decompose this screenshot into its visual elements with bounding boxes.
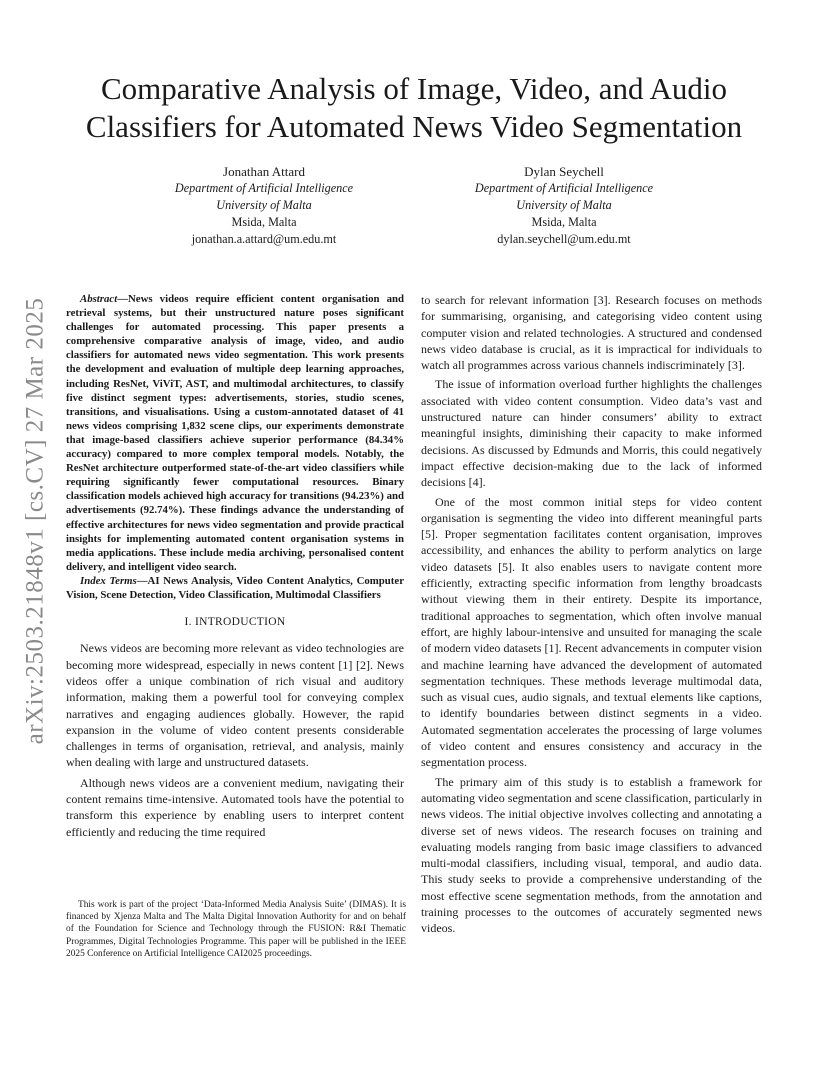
author-block-1 xyxy=(114,163,414,248)
intro-paragraph: Although news videos are a convenient medium, navigating their content remains time-intensive. Automated tools have the potential to transform this experience by enabling users to interpret content efficiently and reducing the time required xyxy=(66,775,404,839)
left-column xyxy=(66,292,404,844)
index-terms-label: Index Terms xyxy=(80,574,137,587)
body-paragraph: One of the most common initial steps for video content organisation is segmenting the video into different meaningful parts [5]. Proper segmentation facilitates content organisation, improves accessibility, and enhances the ability to perform analytics on large video datasets [5]. It also enables users to navigate content more efficiently, extracting specific information from lengthy broadcasts without viewing them in their entirety. Despite its importance, traditional approaches to segmentation, which often involve manual effort, are highly labour-intensive and unsuited for managing the scale of modern video datasets [1]. Recent advancements in computer vision and machine learning have advanced the development of automated segmentation techniques. These methods leverage multimodal data, such as visual cues, audio signals, and textual elements like captions, to identify boundaries between distinct segments in a video. Automated segmentation accelerates the processing of large volumes of video content and ensures consistency and accuracy in the segmentation process. xyxy=(421,494,762,770)
author-university: University of Malta xyxy=(216,198,312,212)
author-location: Msida, Malta xyxy=(231,215,297,229)
arxiv-identifier-stamp xyxy=(14,283,56,759)
author-department: Department of Artificial Intelligence xyxy=(474,181,654,195)
abstract-body: —News videos require efficient content organisation and retrieval systems, but their unstructured nature poses significant challenges for automated processing. This paper presents a comprehensive comparative analysis of image, video, and audio classifiers for automated news video segmentation. This work presents the development and evaluation of multiple deep learning approaches, including ResNet, ViViT, AST, and multimodal architectures, to classify five distinct segment types: advertisements, stories, studio scenes, transitions, and visualisations. Using a custom-annotated dataset of 41 news videos comprising 1,832 scene clips, our experiments demonstrate that image-based classifiers achieve superior performance (84.34% accuracy) compared to more complex temporal models. Notably, the ResNet architecture outperformed state-of-the-art video classifiers while requiring significantly fewer computational resources. Binary classification models achieved high accuracy for transitions (94.23%) and advertisements (92.74%). These findings advance the understanding of effective architectures for news video segmentation and provide practical insights for implementing automated content organisation systems in media applications. These include media archiving, personalised content delivery, and intelligent video search. xyxy=(66,293,404,573)
intro-paragraph: News videos are becoming more relevant as video technologies are becoming more widespread, especially in news content [1] [2]. News videos offer a unique combination of rich visual and auditory information, making them a powerful tool for conveying complex narratives and engaging audiences globally. However, the rapid expansion in the volume of video content presents considerable challenges in terms of organisation, retrieval, and analysis, mainly when dealing with large and unstructured datasets. xyxy=(66,641,404,770)
author-name: Jonathan Attard xyxy=(223,164,305,179)
body-paragraph: to search for relevant information [3]. Research focuses on methods for summarising, organising, and categorising video content using computer vision and related technologies. A structured and condensed news video database is crucial, as it is impractical for individuals to watch all programmes across various channels indiscriminately [3]. xyxy=(421,293,762,373)
author-email: jonathan.a.attard@um.edu.mt xyxy=(191,232,337,246)
author-email: dylan.seychell@um.edu.mt xyxy=(497,232,631,246)
author-name: Dylan Seychell xyxy=(524,164,604,179)
funding-footnote: This work is part of the project ‘Data-Informed Media Analysis Suite’ (DIMAS). It is financed by Xjenza Malta and The Malta Digital Innovation Authority for and on behalf of the Foundation for Science and Technology through the FUSION: R&I Thematic Programmes, Digital Technologies Programme. This paper will be published in the IEEE 2025 Conference on Artificial Intelligence CAI2025 proceedings. xyxy=(66,900,406,959)
index-terms-body: —AI News Analysis, Video Content Analytics, Computer Vision, Scene Detection, Video Classification, Multimodal Classifiers xyxy=(66,574,404,601)
abstract xyxy=(66,292,404,574)
abstract-label: Abstract xyxy=(80,293,118,305)
author-location: Msida, Malta xyxy=(531,215,597,229)
paper-title: Comparative Analysis of Image, Video, and Audio Classifiers for Automated News Video Segmentation xyxy=(85,71,743,144)
author-block-2 xyxy=(414,163,714,248)
arxiv-identifier-text: arXiv:2503.21848v1 [cs.CV] 27 Mar 2025 xyxy=(21,297,49,745)
section-heading-introduction: I. INTRODUCTION xyxy=(184,616,286,629)
body-paragraph: The primary aim of this study is to establish a framework for automating video segmentation and scene classification, particularly in news videos. The initial objective involves collecting and annotating a diverse set of news videos. The research focuses on training and evaluating models ranging from basic image classifiers to advanced multi-modal classifiers, including visual, temporal, and audio data. This study seeks to provide a comprehensive understanding of the most effective scene segmentation methods, from the annotation and training processes to the outcomes of accurately segmented news videos. xyxy=(421,774,762,936)
index-terms xyxy=(66,574,404,602)
right-column xyxy=(421,292,762,940)
body-paragraph: The issue of information overload further highlights the challenges associated with video content consumption. Video data’s vast and unstructured nature can hinder consumers’ ability to extract meaningful insights, diminishing their capacity to make informed decisions. As discussed by Edmunds and Morris, this could negatively impact effective decision-making due to the lack of informed decisions [4]. xyxy=(421,377,762,490)
author-department: Department of Artificial Intelligence xyxy=(174,181,354,195)
author-university: University of Malta xyxy=(516,198,612,212)
